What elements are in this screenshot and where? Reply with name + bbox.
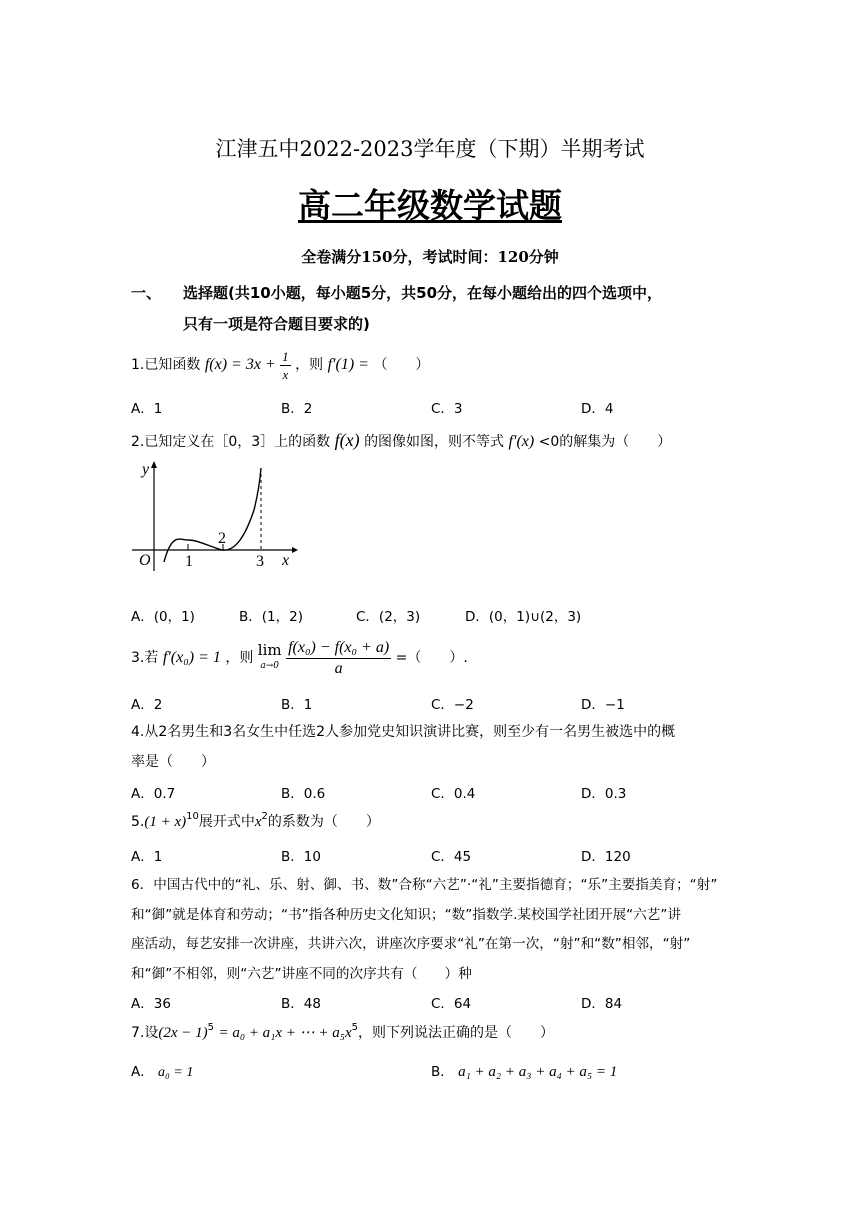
q7-prefix: 7.设	[131, 1025, 159, 1041]
q1-frac-num: 1	[282, 348, 289, 364]
q1-mid: ，则	[295, 357, 324, 373]
question-4-line2: 率是（ ）	[131, 754, 215, 770]
q3-lim-sub: a→0	[260, 661, 280, 671]
q4-option-d: D．0.3	[581, 786, 627, 802]
q7-suffix: ，则下列说法正确的是（ ）	[358, 1025, 555, 1041]
graph-label-x: x	[282, 552, 290, 569]
q2-option-d: D．(0，1)∪(2，3)	[465, 609, 582, 625]
q3-option-b: B．1	[281, 697, 313, 713]
function-curve	[164, 468, 261, 562]
q3-suffix: =（ ）.	[395, 650, 468, 666]
q3-limit	[258, 642, 282, 674]
q2-option-c: C．(2，3)	[356, 609, 421, 625]
q3-condition: f′(x₀) = 1	[162, 649, 221, 666]
q7-rhs-exp: 5	[351, 1022, 359, 1033]
q5-var: x	[254, 814, 262, 830]
q2-function-graph	[128, 458, 298, 573]
q5-var-exp: 2	[261, 811, 268, 822]
q7-option-b-formula: a₁ + a₂ + a₃ + a₄ + a₅ = 1	[458, 1064, 618, 1080]
q5-option-c: C．45	[431, 849, 472, 865]
q3-fraction	[286, 638, 391, 679]
graph-label-o: O	[139, 552, 151, 569]
school-line: 江津五中2022-2023学年度（下期）半期考试	[215, 137, 645, 161]
q3-prefix: 3.若	[131, 650, 159, 666]
q7-base: (2x − 1)	[158, 1025, 208, 1041]
y-axis-arrow	[151, 461, 157, 468]
section-number: 一、	[131, 284, 162, 302]
q4-option-a: A．0.7	[131, 786, 176, 802]
q1-option-a: A．1	[131, 401, 163, 417]
q4-option-c: C．0.4	[431, 786, 476, 802]
q2-option-a: A．(0，1)	[131, 609, 195, 625]
q1-formula-rhs: f′(1) =	[327, 356, 369, 373]
graph-label-3: 3	[256, 553, 264, 570]
question-3	[131, 636, 468, 680]
q7-rhs: = a₀ + a₁x + ⋯ + a₅x	[218, 1025, 352, 1041]
q1-option-c: C．3	[431, 401, 463, 417]
q3-option-d: D．−1	[581, 697, 625, 713]
graph-label-1: 1	[185, 553, 193, 570]
q4-option-b: B．0.6	[281, 786, 326, 802]
q3-mid: ，则	[225, 650, 254, 666]
graph-label-y: y	[142, 461, 150, 478]
x-axis-arrow	[292, 547, 298, 553]
question-1	[131, 346, 429, 384]
q3-lim-word: lim	[257, 641, 282, 659]
q1-bracket: （ ）	[373, 357, 430, 373]
question-7	[131, 1022, 554, 1042]
q5-suffix: 的系数为（ ）	[267, 814, 380, 830]
q7-option-a-label: A．	[131, 1064, 154, 1080]
q7-option-b-label: B．	[431, 1064, 454, 1080]
q3-option-a: A．2	[131, 697, 163, 713]
q1-option-d: D．4	[581, 401, 614, 417]
q2-option-b: B．(1，2)	[239, 609, 303, 625]
q3-frac-num: f(x₀) − f(x₀ + a)	[286, 638, 391, 659]
question-2	[131, 428, 671, 454]
question-6-line2: 和“御”就是体育和劳动；“书”指各种历史文化知识；“数”指数学.某校国学社团开展“六艺”讲	[131, 907, 682, 923]
section-heading-line2: 只有一项是符合题目要求的)	[183, 315, 370, 333]
q5-option-b: B．10	[281, 849, 321, 865]
q2-fpx: f′(x)	[508, 433, 535, 450]
q3-option-c: C．−2	[431, 697, 474, 713]
q1-option-b: B．2	[281, 401, 313, 417]
q5-option-d: D．120	[581, 849, 631, 865]
q1-fraction	[280, 348, 291, 383]
q7-option-a	[131, 1060, 193, 1081]
q7-option-b	[431, 1060, 617, 1081]
question-6-line4: 和“御”不相邻，则“六艺”讲座不同的次序共有（ ）种	[131, 966, 472, 982]
q7-exp: 5	[207, 1022, 215, 1033]
q5-mid: 展开式中	[198, 814, 255, 830]
q3-frac-den: a	[334, 659, 343, 677]
question-6-line3: 座活动，每艺安排一次讲座，共讲六次，讲座次序要求“礼”在第一次，“射”和“数”相邻，“射”	[131, 936, 691, 952]
page-title: 高二年级数学试题	[298, 186, 562, 225]
q2-fx: f(x)	[334, 430, 360, 450]
q2-text-c: <0的解集为（ ）	[538, 434, 672, 450]
q6-option-b: B．48	[281, 996, 321, 1012]
q1-prefix: 1.已知函数	[131, 357, 201, 373]
q7-option-a-formula: a₀ = 1	[158, 1065, 194, 1080]
q6-option-a: A．36	[131, 996, 171, 1012]
q2-text-b: 的图像如图，则不等式	[364, 434, 505, 450]
q1-formula-lhs: f(x) = 3x +	[204, 356, 276, 373]
q6-option-d: D．84	[581, 996, 623, 1012]
q5-option-a: A．1	[131, 849, 163, 865]
q5-prefix: 5.	[131, 814, 145, 830]
question-6-line1: 6．中国古代中的“礼、乐、射、御、书、数”合称“六艺”·“礼”主要指德育；“乐”主要指美育；“射”	[131, 877, 718, 893]
q1-frac-den: x	[282, 366, 289, 382]
graph-label-2: 2	[218, 530, 226, 547]
question-5	[131, 811, 380, 831]
q5-exp: 10	[186, 811, 199, 822]
section-heading-line1: 选择题(共10小题，每小题5分，共50分，在每小题给出的四个选项中，	[183, 284, 663, 302]
q2-text-a: 2.已知定义在［0，3］上的函数	[131, 434, 331, 450]
q5-base: (1 + x)	[144, 814, 187, 830]
exam-info: 全卷满分150分，考试时间：120分钟	[301, 248, 559, 266]
question-4-line1: 4.从2名男生和3名女生中任选2人参加党史知识演讲比赛，则至少有一名男生被选中的概	[131, 724, 676, 740]
q6-option-c: C．64	[431, 996, 472, 1012]
